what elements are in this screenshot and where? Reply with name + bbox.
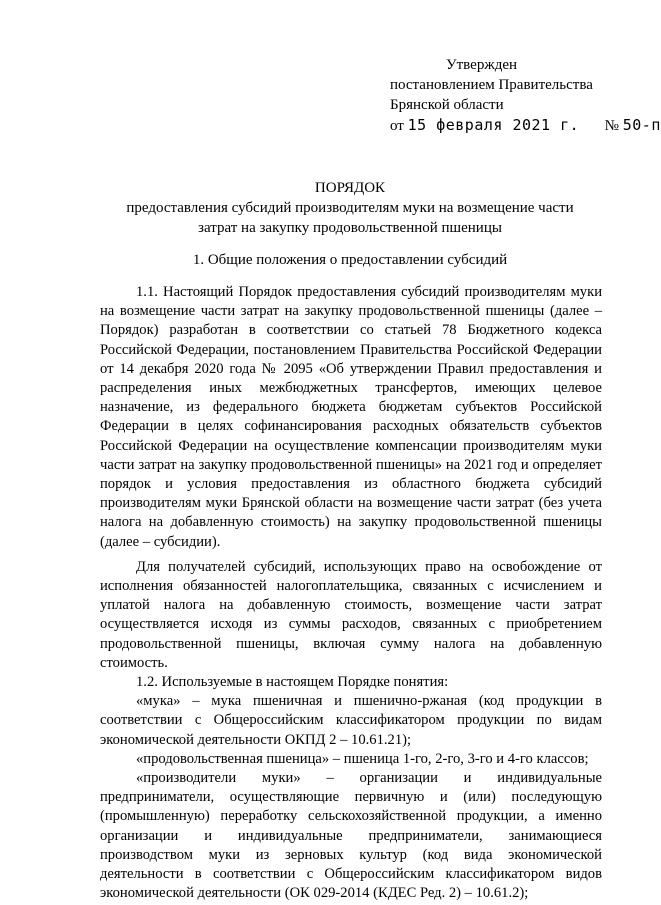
title-block	[90, 178, 610, 238]
paragraph: «продовольственная пшеница» – пшеница 1-го, 2-го, 3-го и 4-го классов;	[136, 750, 589, 767]
number-prefix: №	[604, 118, 619, 134]
paragraph: Для получателей субсидий, использующих право на освобождение от исполнения обязанностей налогоплательщика, связанных с исчислением и уплатой налога на добавленную стоимость, возмещение части затрат осуществляется исходя из суммы расходов, связанных с приобретением продовольственной пшеницы, включая сумму налога на добавленную стоимость.	[100, 558, 602, 671]
paragraph: 1.2. Используемые в настоящем Порядке понятия:	[136, 674, 449, 691]
approval-stamp	[390, 55, 661, 136]
document-subtitle-line-2: затрат на закупку продовольственной пшеницы	[198, 220, 502, 236]
paragraph: «мука» – мука пшеничная и пшенично-ржаная (код продукции в соответствии с Общероссийским классификатором продукции по видам экономической деятельности ОКПД 2 – 10.61.21);	[100, 693, 602, 748]
approval-line-2: постановлением Правительства	[390, 77, 593, 93]
document-title: ПОРЯДОК	[314, 180, 386, 196]
date-prefix: от	[390, 118, 404, 134]
approval-date-line	[390, 115, 661, 136]
approval-date: 15 февраля 2021 г.	[407, 116, 580, 134]
document-subtitle-line-1: предоставления субсидий производителям муки на возмещение части	[126, 200, 574, 216]
paragraph: 1.1. Настоящий Порядок предоставления субсидий производителям муки на возмещение части затрат на закупку продовольственной пшеницы (далее – Порядок) разработан в соответствии со статьей 78 Бюджетного кодекса Российской Федерации, постановлением Правительства Российской Федерации от 14 декабря 2020 года № 2095 «Об утверждении Правил предоставления и распределения иных межбюджетных трансфертов, имеющих целевое назначение, из федерального бюджета бюджетам субъектов Российской Федерации в целях софинансирования расходных обязательств субъектов Российской Федерации на осуществление компенсации производителям муки части затрат на закупку продовольственной пшеницы» на 2021 год и определяет порядок и условия предоставления из областного бюджета субсидий производителям муки Брянской области на возмещение части затрат (без учета налога на добавленную стоимость) на закупку продовольственной пшеницы (далее – субсидии).	[100, 284, 602, 550]
approval-number: 50-п	[622, 116, 661, 134]
paragraph: «производители муки» – организации и индивидуальные предприниматели, осуществляющие первичную и (или) последующую (промышленную) переработку сельскохозяйственной продукции, а именно организации и индивидуальные предприниматели, занимающиеся производством муки из зерновых культур (код вида экономической деятельности в соответствии с Общероссийским классификатором видов экономической деятельности (ОК 029-2014 (КДЕС Ред. 2) – 10.61.2);	[100, 770, 602, 902]
document-body	[100, 283, 602, 904]
approval-line-3: Брянской области	[390, 97, 504, 113]
section-heading: 1. Общие положения о предоставлении субсидий	[192, 252, 508, 268]
approval-line-1: Утвержден	[446, 57, 518, 73]
